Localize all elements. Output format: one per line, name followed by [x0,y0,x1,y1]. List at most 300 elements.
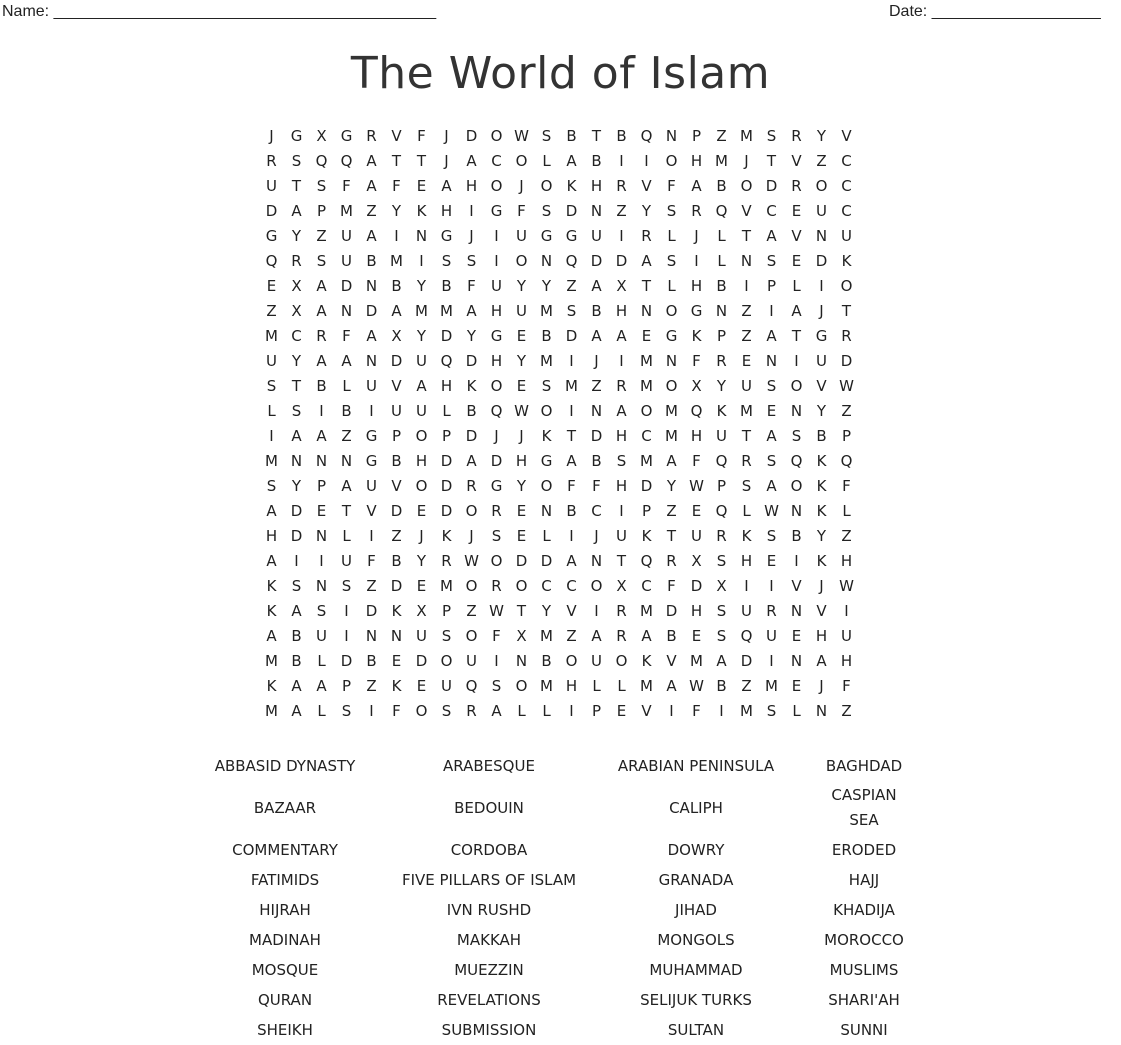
grid-letter: I [569,702,574,720]
grid-letter: V [791,577,802,595]
grid-letter: E [316,502,327,520]
grid-letter: A [641,627,652,645]
grid-letter: R [441,552,452,570]
grid-letter: U [841,627,852,645]
grid-letter: V [816,377,827,395]
grid-letter: Q [790,452,803,470]
grid-letter: B [291,652,302,670]
grid-letter: N [315,452,328,470]
grid-letter: U [341,552,352,570]
grid-letter: W [689,477,704,495]
grid-letter: Q [440,352,453,370]
grid-letter: L [667,277,676,295]
grid-letter: B [391,452,402,470]
grid-letter: S [491,677,502,695]
grid-letter: R [266,152,277,170]
page-title: The World of Islam [350,48,771,99]
grid-letter: Q [715,502,728,520]
grid-letter: O [465,502,478,520]
grid-letter: F [417,127,426,145]
grid-letter: S [666,252,677,270]
grid-letter: K [266,577,277,595]
grid-letter: H [840,652,853,670]
grid-letter: J [419,527,424,545]
grid-letter: Y [516,352,527,370]
grid-letter: A [466,152,477,170]
grid-letter: M [765,677,778,695]
grid-letter: E [766,402,777,420]
grid-letter: M [415,302,428,320]
grid-letter: Y [541,277,552,295]
grid-row [259,299,859,324]
grid-letter: U [441,677,452,695]
grid-letter: M [640,352,653,370]
word-list-item: QURAN [257,990,313,1009]
grid-letter: U [416,402,427,420]
grid-letter: R [616,627,627,645]
word-list-item: COMMENTARY [232,840,338,859]
grid-letter: C [841,152,852,170]
grid-letter: N [315,577,328,595]
grid-letter: Y [291,227,302,245]
grid-letter: A [766,227,777,245]
grid-letter: B [816,427,827,445]
grid-letter: X [616,277,627,295]
grid-letter: J [694,227,699,245]
word-list-item: SUBMISSION [441,1020,537,1039]
word-list-item: SULTAN [667,1020,725,1039]
grid-letter: Y [291,477,302,495]
grid-row [259,524,859,549]
grid-letter: M [265,702,278,720]
grid-letter: Y [666,477,677,495]
grid-letter: D [290,502,303,520]
grid-letter: U [341,227,352,245]
grid-letter: D [415,652,428,670]
grid-letter: E [616,702,627,720]
grid-letter: H [690,602,703,620]
grid-letter: I [344,627,349,645]
grid-letter: P [341,677,352,695]
grid-letter: Y [391,202,402,220]
grid-row [259,349,859,374]
grid-letter: G [490,477,503,495]
grid-letter: B [541,327,552,345]
word-list-item: ARABIAN PENINSULA [617,756,775,775]
word-list-item: FIVE PILLARS OF ISLAM [401,870,577,889]
grid-letter: P [316,477,327,495]
grid-letter: O [490,377,503,395]
grid-letter: A [616,402,627,420]
grid-letter: L [542,702,551,720]
grid-letter: R [616,377,627,395]
grid-letter: D [290,527,303,545]
word-list-item: BEDOUIN [454,798,524,817]
grid-letter: S [791,427,802,445]
grid-letter: F [667,577,676,595]
grid-letter: E [741,352,752,370]
grid-letter: S [441,702,452,720]
grid-letter: I [394,227,399,245]
grid-letter: I [844,602,849,620]
grid-letter: A [766,477,777,495]
grid-letter: S [541,127,552,145]
grid-letter: A [716,652,727,670]
grid-letter: L [842,502,851,520]
grid-letter: B [716,277,727,295]
grid-letter: I [769,577,774,595]
grid-letter: E [516,527,527,545]
word-list-item: CASPIAN SEA [831,786,897,829]
grid-letter: N [590,202,603,220]
grid-letter: A [691,177,702,195]
grid-letter: K [816,452,827,470]
grid-letter: Z [741,302,752,320]
grid-letter: I [744,277,749,295]
grid-letter: S [466,252,477,270]
grid-letter: O [565,652,578,670]
grid-letter: M [715,152,728,170]
grid-letter: F [392,177,401,195]
grid-letter: U [266,177,277,195]
grid-letter: E [391,652,402,670]
grid-letter: Y [416,327,427,345]
grid-letter: L [542,527,551,545]
grid-letter: T [841,302,852,320]
grid-letter: G [340,127,353,145]
grid-letter: U [266,352,277,370]
grid-letter: D [615,252,628,270]
grid-letter: V [641,177,652,195]
grid-letter: Y [466,327,477,345]
grid-letter: V [816,602,827,620]
grid-letter: L [717,227,726,245]
word-list-item: MUHAMMAD [649,960,743,979]
grid-letter: R [741,452,752,470]
word-list-item: SHEIKH [257,1020,313,1039]
grid-letter: G [815,327,828,345]
grid-letter: M [665,427,678,445]
grid-row [259,199,859,224]
grid-letter: N [590,402,603,420]
grid-letter: H [415,452,428,470]
grid-letter: H [265,527,278,545]
grid-letter: T [591,127,602,145]
grid-letter: L [542,152,551,170]
grid-letter: I [719,702,724,720]
grid-letter: N [365,277,378,295]
grid-letter: U [491,277,502,295]
grid-letter: S [766,127,777,145]
grid-letter: N [815,227,828,245]
grid-letter: M [665,402,678,420]
grid-letter: V [666,652,677,670]
grid-letter: K [716,402,727,420]
grid-letter: L [792,277,801,295]
grid-letter: V [391,127,402,145]
grid-letter: T [766,152,777,170]
grid-letter: H [690,277,703,295]
grid-letter: O [415,427,428,445]
grid-row [259,674,859,699]
grid-letter: I [769,652,774,670]
grid-letter: M [640,677,653,695]
grid-letter: N [415,227,428,245]
grid-letter: Z [366,202,377,220]
grid-letter: D [515,552,528,570]
word-list-item: MUEZZIN [454,960,524,979]
grid-letter: L [717,252,726,270]
grid-letter: B [666,627,677,645]
grid-letter: D [465,127,478,145]
grid-letter: I [794,552,799,570]
grid-letter: A [266,627,277,645]
grid-letter: V [391,477,402,495]
grid-letter: E [516,502,527,520]
grid-letter: T [641,277,652,295]
grid-letter: A [341,352,352,370]
grid-letter: B [366,652,377,670]
grid-letter: E [691,627,702,645]
grid-letter: I [694,252,699,270]
grid-letter: U [591,652,602,670]
grid-letter: U [366,377,377,395]
grid-letter: N [640,302,653,320]
grid-letter: O [440,652,453,670]
grid-letter: Q [840,452,853,470]
grid-letter: A [591,277,602,295]
grid-letter: V [641,702,652,720]
grid-letter: E [416,177,427,195]
grid-letter: M [440,577,453,595]
grid-letter: Z [741,327,752,345]
grid-letter: L [617,677,626,695]
grid-letter: G [440,227,453,245]
grid-letter: A [616,327,627,345]
grid-letter: A [566,552,577,570]
grid-letter: D [590,427,603,445]
grid-letter: U [616,527,627,545]
grid-letter: Z [716,127,727,145]
grid-letter: A [291,677,302,695]
grid-letter: D [590,252,603,270]
grid-letter: O [490,177,503,195]
grid-letter: C [541,577,552,595]
grid-letter: I [269,427,274,445]
grid-letter: E [791,252,802,270]
grid-letter: N [340,452,353,470]
grid-letter: B [441,277,452,295]
grid-letter: E [516,327,527,345]
word-list-row [180,895,940,925]
grid-letter: X [391,327,402,345]
grid-letter: D [690,577,703,595]
grid-letter: K [741,527,752,545]
word-list-item: SHARI'AH [828,990,900,1009]
grid-letter: X [516,627,527,645]
grid-letter: O [790,477,803,495]
grid-letter: N [815,702,828,720]
grid-letter: V [366,502,377,520]
grid-letter: V [841,127,852,145]
grid-letter: F [467,277,476,295]
grid-letter: D [365,602,378,620]
grid-letter: F [692,452,701,470]
grid-letter: B [391,277,402,295]
grid-letter: O [415,702,428,720]
grid-letter: U [466,652,477,670]
word-list-item: MONGOLS [657,930,735,949]
grid-row [259,149,859,174]
grid-letter: Y [716,377,727,395]
grid-letter: L [317,652,326,670]
grid-letter: M [565,377,578,395]
grid-letter: X [616,577,627,595]
grid-letter: S [316,177,327,195]
grid-letter: D [390,502,403,520]
grid-letter: D [440,452,453,470]
grid-letter: H [690,427,703,445]
grid-letter: H [440,202,453,220]
grid-letter: G [540,227,553,245]
grid-letter: C [841,202,852,220]
grid-letter: Z [266,302,277,320]
grid-letter: K [441,527,452,545]
grid-letter: N [790,652,803,670]
grid-letter: M [340,202,353,220]
grid-letter: I [794,352,799,370]
grid-letter: P [766,277,777,295]
grid-letter: U [766,627,777,645]
grid-letter: F [842,477,851,495]
grid-letter: N [740,252,753,270]
word-list-item: BAGHDAD [825,756,903,775]
grid-letter: Z [616,202,627,220]
grid-letter: R [466,477,477,495]
grid-letter: R [491,577,502,595]
grid-letter: A [391,302,402,320]
grid-letter: Y [816,527,827,545]
grid-letter: Y [541,602,552,620]
grid-letter: Z [741,677,752,695]
grid-letter: S [541,377,552,395]
grid-letter: H [840,552,853,570]
grid-letter: M [640,377,653,395]
grid-letter: H [590,177,603,195]
word-list-row [180,925,940,955]
grid-letter: F [567,477,576,495]
grid-letter: K [566,177,577,195]
grid-letter: C [766,202,777,220]
grid-letter: Q [640,127,653,145]
grid-letter: O [515,252,528,270]
grid-letter: C [641,427,652,445]
grid-letter: K [391,677,402,695]
grid-letter: J [819,577,824,595]
grid-letter: S [766,377,777,395]
grid-letter: I [369,527,374,545]
grid-letter: A [291,602,302,620]
grid-letter: D [840,352,853,370]
grid-letter: A [316,277,327,295]
grid-letter: T [666,527,677,545]
grid-letter: Q [265,252,278,270]
grid-row [259,174,859,199]
grid-letter: J [519,427,524,445]
grid-letter: N [590,552,603,570]
grid-letter: O [740,177,753,195]
grid-letter: S [716,552,727,570]
word-list-item: FATIMIDS [250,870,320,889]
grid-letter: H [515,452,528,470]
grid-letter: T [741,227,752,245]
grid-letter: S [491,527,502,545]
grid-letter: K [691,327,702,345]
grid-letter: F [517,202,526,220]
date-field: Date: ___________________ [889,3,1101,20]
grid-row [259,324,859,349]
grid-letter: L [317,702,326,720]
grid-letter: D [740,652,753,670]
grid-letter: L [342,377,351,395]
grid-letter: A [416,377,427,395]
grid-letter: Z [816,152,827,170]
grid-letter: R [716,352,727,370]
grid-letter: O [665,377,678,395]
grid-letter: O [490,552,503,570]
grid-letter: T [291,177,302,195]
grid-letter: F [842,677,851,695]
grid-letter: I [319,552,324,570]
grid-letter: W [764,502,779,520]
grid-letter: U [366,477,377,495]
grid-letter: P [441,427,452,445]
grid-letter: M [265,327,278,345]
grid-letter: T [791,327,802,345]
grid-letter: Q [315,152,328,170]
grid-letter: B [716,177,727,195]
grid-letter: R [316,327,327,345]
grid-letter: A [666,452,677,470]
grid-row [259,574,859,599]
grid-letter: H [615,427,628,445]
grid-letter: S [566,302,577,320]
grid-letter: S [266,477,277,495]
grid-letter: S [716,602,727,620]
grid-letter: M [390,252,403,270]
grid-letter: N [365,627,378,645]
word-search-grid [259,124,859,724]
grid-letter: N [665,127,678,145]
grid-letter: R [791,177,802,195]
grid-letter: U [816,352,827,370]
word-list-row [180,781,940,835]
grid-letter: A [566,152,577,170]
word-list-item: SUNNI [840,1020,888,1039]
word-list-item: SELIJUK TURKS [640,990,752,1009]
grid-letter: O [615,652,628,670]
grid-letter: R [641,227,652,245]
word-list-row [180,835,940,865]
grid-letter: E [791,677,802,695]
word-list-item: ARABESQUE [443,756,535,775]
word-list-item: CALIPH [669,798,723,817]
grid-letter: M [265,452,278,470]
grid-letter: B [591,152,602,170]
grid-letter: A [316,352,327,370]
grid-letter: S [766,252,777,270]
grid-letter: A [441,177,452,195]
